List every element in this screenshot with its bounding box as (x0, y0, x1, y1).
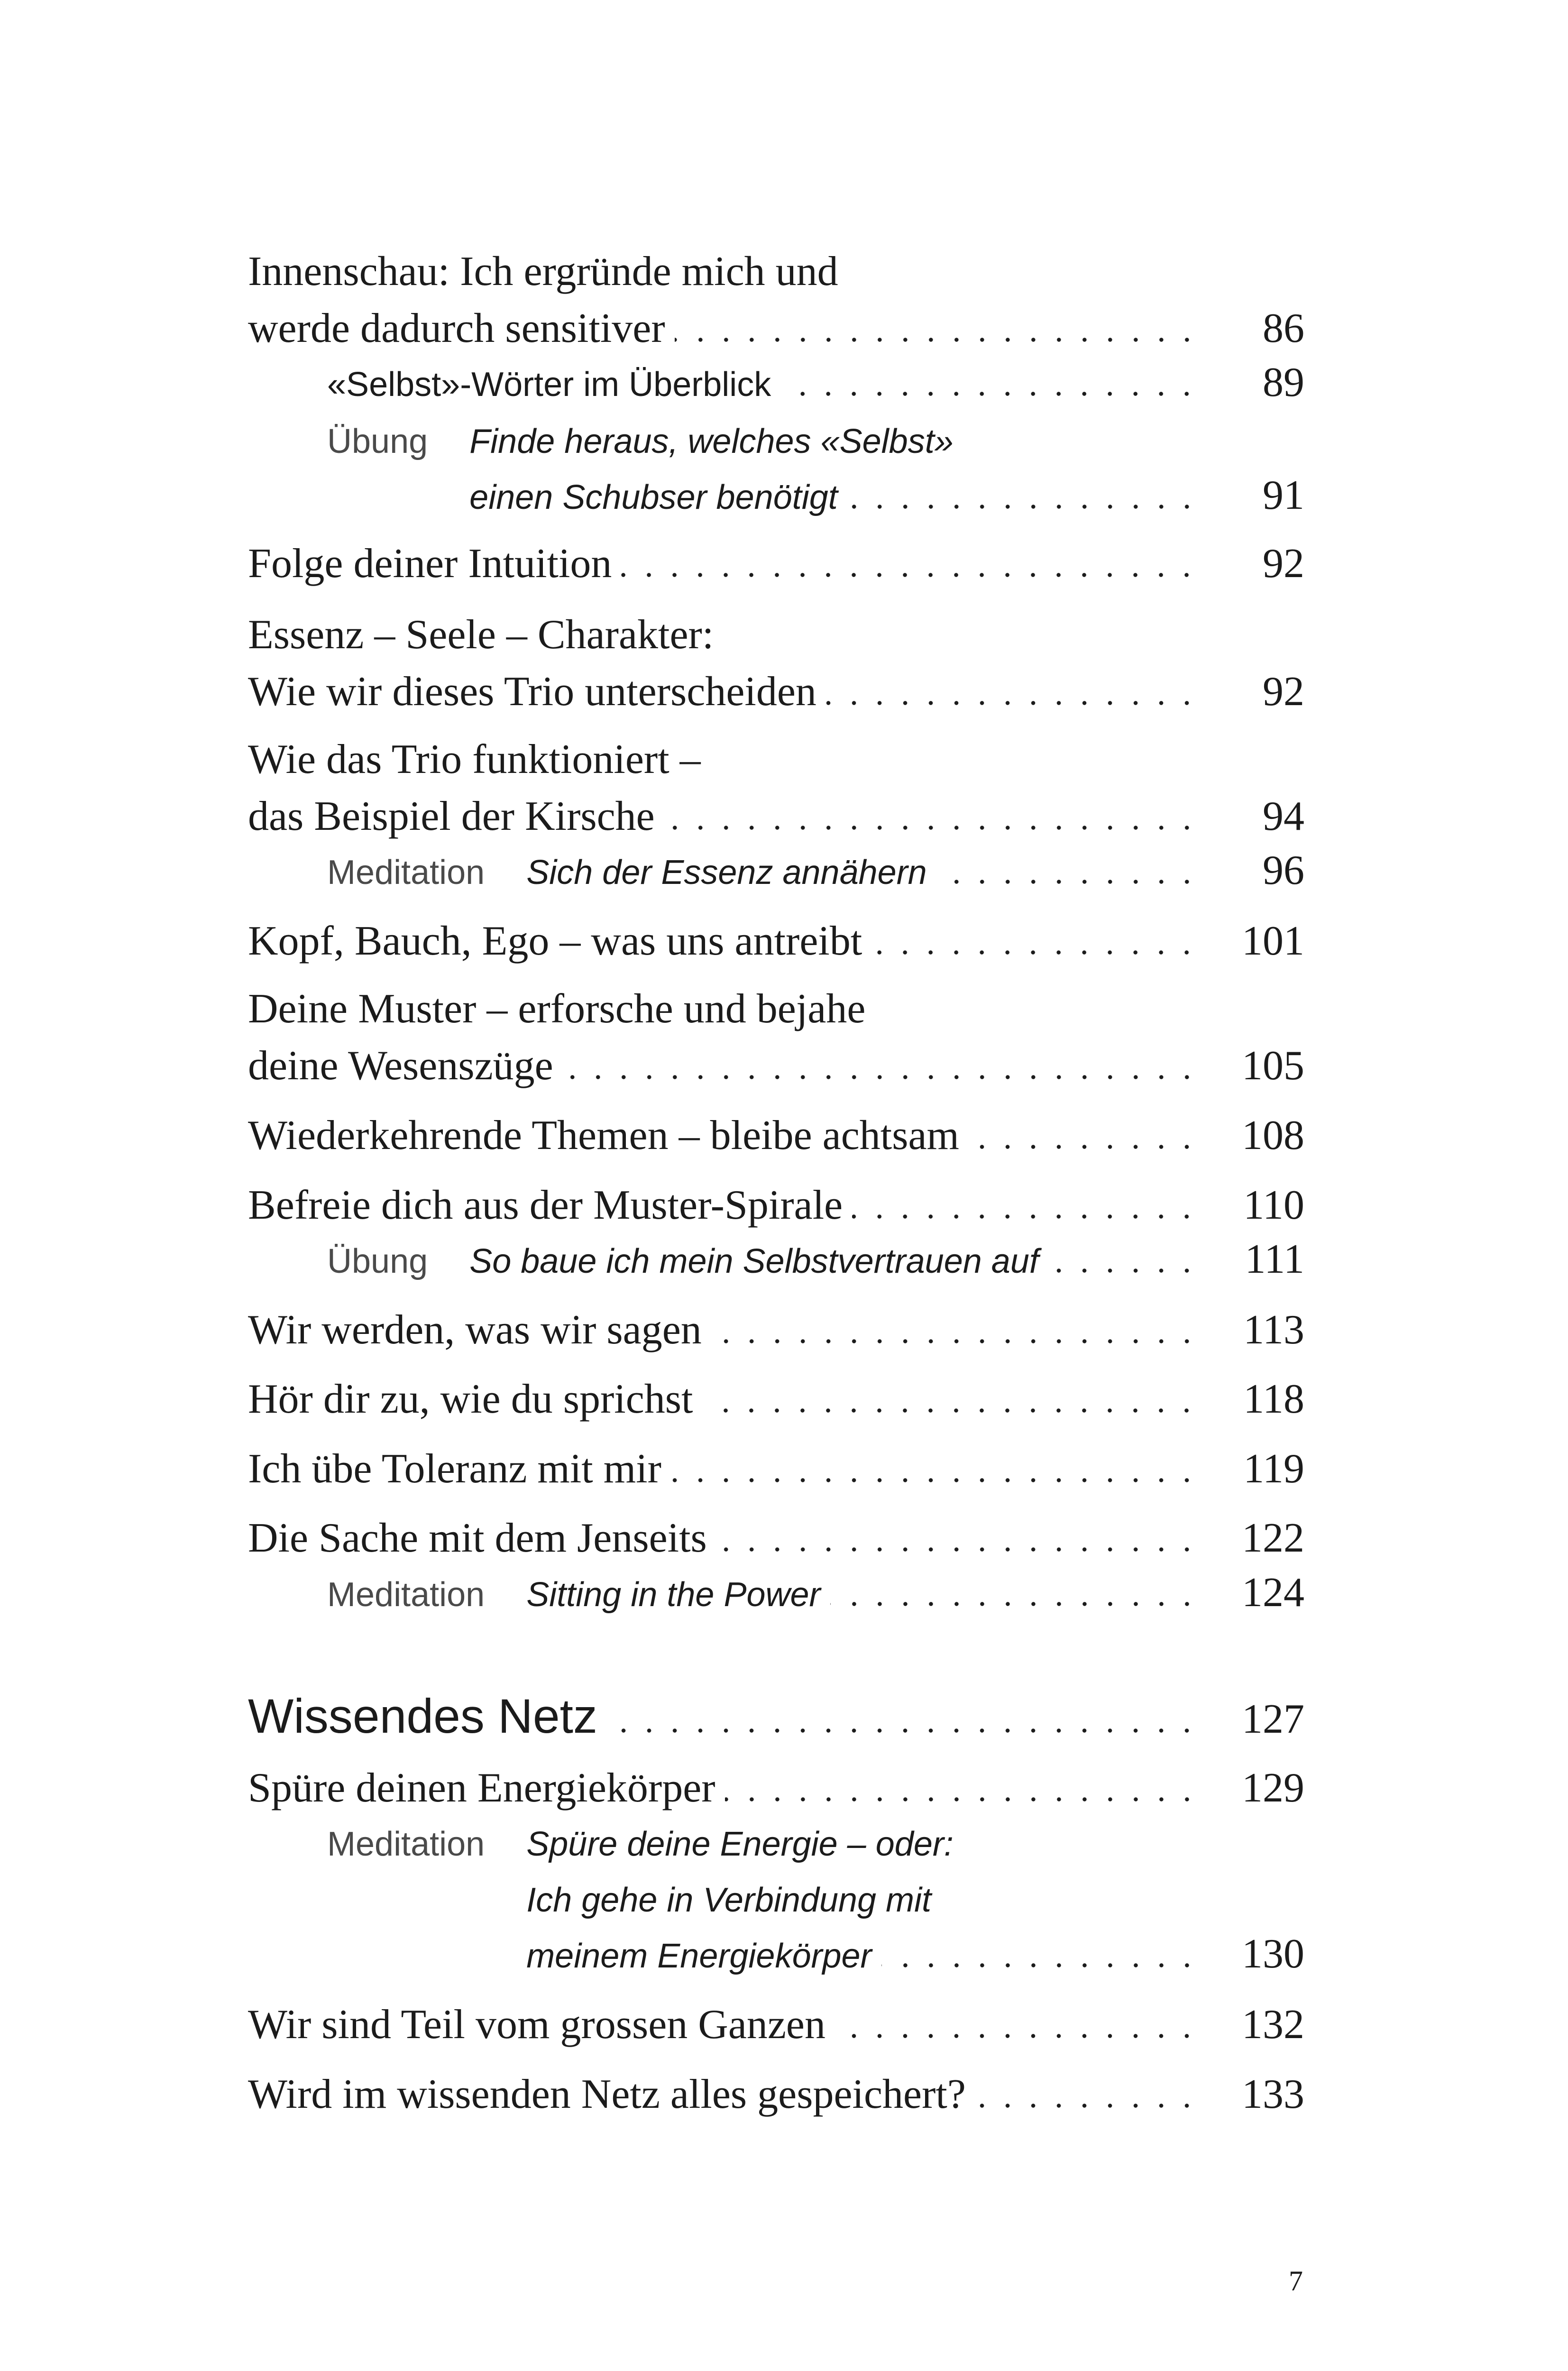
dot-leader (936, 880, 1209, 884)
toc-entry (248, 243, 1304, 357)
toc-entry (248, 607, 1304, 720)
toc-page-number: 92 (1263, 541, 1304, 587)
toc-chapter-title: Wissendes Netz (248, 1689, 597, 1743)
toc-entry-title-line: Wir werden, was wir sagen (248, 1307, 702, 1353)
toc-entry-last-line (526, 1567, 1304, 1623)
toc-entry-last-line (248, 788, 1304, 845)
toc-entry-title-line: Hör dir zu, wie du sprichst (248, 1376, 693, 1422)
toc-entry-title-line: Ich übe Toleranz mit mir (248, 1446, 661, 1492)
toc-entry (248, 913, 1304, 970)
dot-leader (826, 701, 1209, 705)
dot-leader (675, 338, 1209, 342)
toc-entry (248, 731, 1304, 845)
toc-page-number: 118 (1243, 1376, 1304, 1422)
toc-entry (248, 1996, 1304, 2053)
toc-entry-title-line: werde dadurch sensitiver (248, 305, 665, 351)
dot-leader (621, 573, 1209, 577)
toc-entry-last-line (526, 845, 1304, 901)
toc-entry-title-line: Wie das Trio funktioniert – (248, 736, 701, 782)
toc-page-number: 111 (1245, 1236, 1304, 1282)
toc-entry (248, 1177, 1304, 1234)
toc-entry-title-line: So baue ich mein Selbstvertrauen auf (469, 1242, 1039, 1280)
dot-leader (716, 1547, 1209, 1552)
toc-entry-title-line: einen Schubser benötigt (469, 478, 838, 516)
toc-entry-last-line (248, 1996, 1304, 2053)
toc-entry-last-line (248, 535, 1304, 592)
dot-leader (830, 1602, 1209, 1606)
toc-page-number: 89 (1263, 359, 1304, 405)
toc-page-number: 129 (1242, 1765, 1304, 1811)
toc-entry-title-line: das Beispiel der Kirsche (248, 793, 655, 839)
dot-leader (664, 826, 1209, 830)
toc-entry-title-line: Wird im wissenden Netz alles gespeichert? (248, 2071, 966, 2117)
toc-page-number: 130 (1242, 1931, 1304, 1977)
toc-page-number: 101 (1242, 918, 1304, 964)
toc-entry-title-line: Wie wir dieses Trio unterscheiden (248, 669, 816, 715)
toc-entry (248, 535, 1304, 592)
toc-entry-title-line: Wiederkehrende Themen – bleibe achtsam (248, 1112, 959, 1158)
toc-page-number: 94 (1263, 793, 1304, 839)
toc-entry-title-line: Finde heraus, welches «Selbst» (469, 423, 954, 460)
toc-entry-title-line: Innenschau: Ich ergründe mich und (248, 248, 838, 294)
dot-leader (702, 1408, 1209, 1413)
toc-entry-last-line (248, 1038, 1304, 1094)
toc-entry-last-line (248, 663, 1304, 720)
toc-entry-label: Meditation (327, 854, 485, 891)
toc-entry-last-line (248, 1685, 1304, 1747)
toc-entry-title-line: Folge deiner Intuition (248, 541, 612, 587)
toc-entry-last-line (248, 1302, 1304, 1359)
dot-leader (1048, 1268, 1209, 1273)
toc-subentry (327, 1233, 1304, 1289)
toc-page-number: 105 (1242, 1043, 1304, 1089)
toc-subentry (327, 414, 1304, 525)
toc-entry-last-line (248, 2066, 1304, 2123)
toc-entry-last-line (526, 1928, 1304, 1984)
toc-entry (248, 981, 1304, 1094)
toc-entry-last-line (327, 357, 1304, 413)
dot-leader (852, 1214, 1209, 1219)
toc-entry (248, 2066, 1304, 2123)
toc-page-number: 96 (1263, 847, 1304, 893)
dot-leader (563, 1075, 1209, 1079)
toc-entry (248, 1510, 1304, 1567)
toc-subentry-body (469, 1233, 1304, 1289)
toc-entry-last-line (469, 1233, 1304, 1289)
dot-leader (969, 1145, 1209, 1149)
dot-leader (671, 1478, 1209, 1482)
toc-page-number: 119 (1243, 1446, 1304, 1492)
toc-entry-title-line: Ich gehe in Verbindung mit (526, 1881, 932, 1919)
toc-entry-title-line: Kopf, Bauch, Ego – was uns antreibt (248, 918, 862, 964)
toc-entry-title-line: Essenz – Seele – Charakter: (248, 612, 714, 658)
dot-leader (975, 2104, 1209, 2108)
toc-entry-last-line (248, 1107, 1304, 1164)
toc-page-number: 92 (1263, 669, 1304, 715)
toc-entry (248, 1371, 1304, 1428)
toc-entry (248, 1302, 1304, 1359)
toc-entry-title-line: Deine Muster – erforsche und bejahe (248, 986, 866, 1032)
toc-entry-title-line: meinem Energiekörper (526, 1937, 872, 1975)
page-folio-number: 7 (1289, 2265, 1303, 2297)
toc-entry-label: Meditation (327, 1825, 485, 1863)
toc-entry-last-line (248, 300, 1304, 357)
toc-entry-title-line: Die Sache mit dem Jenseits (248, 1515, 707, 1561)
toc-entry-last-line (248, 1441, 1304, 1498)
toc-page-number: 127 (1242, 1696, 1304, 1742)
toc-entry-title-line: deine Wesenszüge (248, 1043, 553, 1089)
toc-entry (248, 1107, 1304, 1164)
dot-leader (835, 2034, 1209, 2038)
toc-entry-last-line (248, 1371, 1304, 1428)
toc-subentry-body (469, 414, 1304, 525)
toc-page-number: 132 (1242, 2002, 1304, 2048)
dot-leader (725, 1797, 1209, 1801)
dot-leader (780, 392, 1209, 396)
dot-leader (607, 1728, 1209, 1733)
toc-subentry-body (526, 1567, 1304, 1623)
dot-leader (847, 505, 1209, 509)
toc-chapter (248, 1685, 1304, 1747)
toc-entry-label: Übung (327, 1242, 428, 1280)
toc-subentry (327, 1816, 1304, 1984)
toc-subentry (327, 845, 1304, 901)
toc-subentry (327, 357, 1304, 413)
toc-entry-title-line: Spüre deinen Energiekörper (248, 1765, 715, 1811)
dot-leader (881, 1963, 1209, 1967)
toc-page-number: 133 (1242, 2071, 1304, 2117)
toc-entry-last-line (248, 913, 1304, 970)
toc-entry-title-line: «Selbst»-Wörter im Überblick (327, 366, 771, 404)
toc-entry-label: Übung (327, 423, 428, 460)
toc-subentry-body (526, 845, 1304, 901)
toc-entry-last-line (248, 1510, 1304, 1567)
toc-subentry (327, 1567, 1304, 1623)
toc-page-number: 122 (1242, 1515, 1304, 1561)
toc-entry-label: Meditation (327, 1576, 485, 1614)
dot-leader (871, 950, 1209, 955)
toc-entry-last-line (469, 469, 1304, 525)
toc-page-number: 113 (1243, 1307, 1304, 1353)
dot-leader (711, 1339, 1209, 1343)
toc-entry (248, 1760, 1304, 1817)
toc-entry-title-line: Wir sind Teil vom grossen Ganzen (248, 2002, 825, 2048)
toc-subentry-body (526, 1816, 1304, 1984)
toc-entry-last-line (248, 1760, 1304, 1817)
toc-page-number: 124 (1242, 1570, 1304, 1616)
toc-subentry-body (327, 357, 1304, 413)
toc-entry-title-line: Befreie dich aus der Muster-Spirale (248, 1182, 843, 1228)
toc-entry-title-line: Sitting in the Power (526, 1576, 821, 1614)
toc-entry-last-line (248, 1177, 1304, 1234)
toc-page-number: 86 (1263, 305, 1304, 351)
toc-entry-title-line: Sich der Essenz annähern (526, 854, 927, 891)
toc-entry (248, 1441, 1304, 1498)
toc-page-number: 110 (1243, 1182, 1304, 1228)
toc-page-number: 108 (1242, 1112, 1304, 1158)
toc-entry-title-line: Spüre deine Energie – oder: (526, 1825, 954, 1863)
toc-page-number: 91 (1263, 472, 1304, 518)
